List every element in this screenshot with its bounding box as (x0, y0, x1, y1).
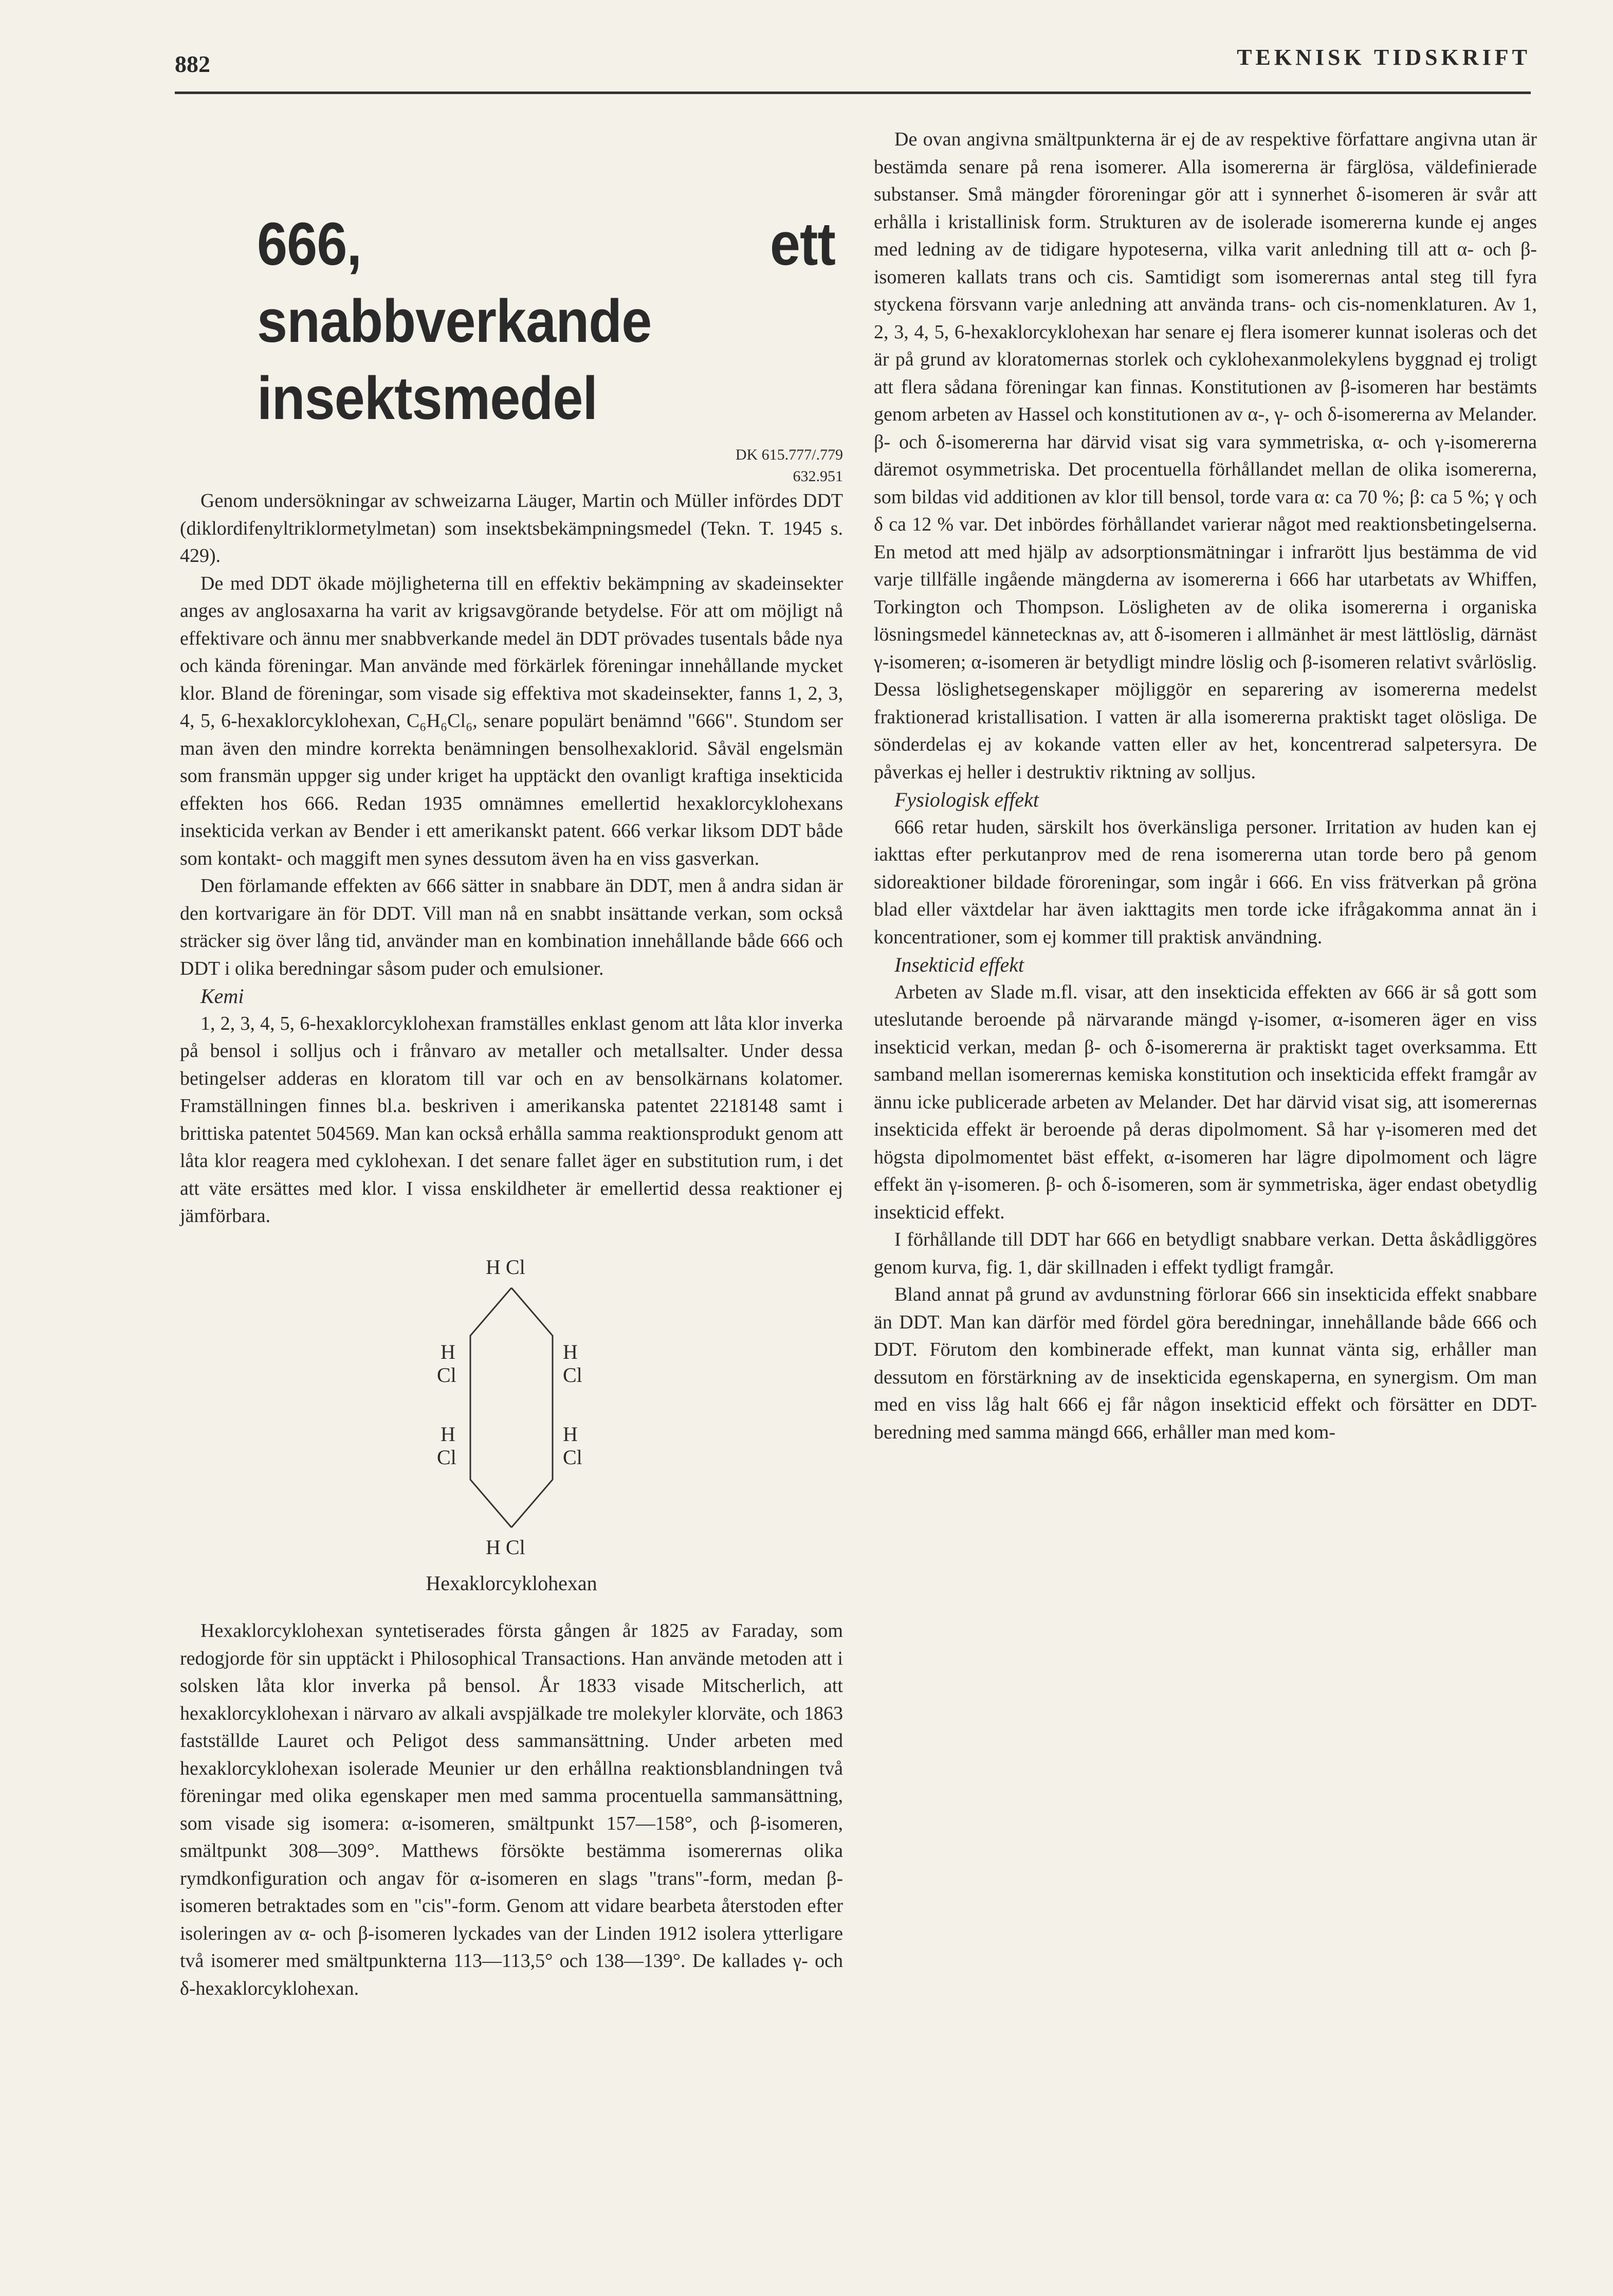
title-line-1: 666, ett snabbverkande (257, 210, 835, 355)
formula-bottom-hcl: H Cl (486, 1535, 525, 1559)
formula-h-right-upper: H (563, 1340, 578, 1363)
formula-cl-right-upper: Cl (563, 1363, 582, 1387)
formula-cl-left-lower: Cl (437, 1445, 456, 1469)
formula-h-right-lower: H (563, 1422, 578, 1446)
left-column (180, 126, 843, 2002)
hexagon-ring (332, 1246, 691, 1564)
article-title (257, 206, 835, 437)
title-line-2: insektsmedel (257, 365, 598, 432)
intro-paragraph-2: De med DDT ökade möjligheterna till en effektiv bekämpning av skadeinsekter anges av anglosaxarna ha varit av krigsavgörande betydelse. För att om möjligt nå effektivare och ännu mer snabbverkande medel än DDT prövades tusentals både nya och kända föreningar. Man använde med förkärlek föreningar innehållande mycket klor. Bland de föreningar, som visade sig effektiva mot skadeinsekter, fanns 1, 2, 3, 4, 5, 6-hexaklorcyklohexan, C₆H₆Cl₆, senare populärt benämnd "666". Stundom ser man även den mindre korrekta benämningen bensolhexaklorid. Såväl engelsmän som fransmän uppger sig under kriget ha upptäckt den ovanligt kraftiga insekticida effekten hos 666. Redan 1935 omnämnes emellertid hexaklorcyklohexans insekticida verkan av Bender i ett amerikanskt patent. 666 verkar liksom DDT både som kontakt- och maggift men synes dessutom även ha en viss gasverkan. (180, 572, 843, 869)
section-heading-fysiologisk: Fysiologisk effekt (894, 788, 1039, 811)
header-rule (175, 92, 1531, 94)
page-number: 882 (175, 51, 210, 77)
dk-classification (180, 444, 843, 487)
insekticid-paragraph-1: Arbeten av Slade m.fl. visar, att den insekticida effekten av 666 är så gott som uteslutande beroende på närvarande mängd γ-isomer, α-isomeren äger en viss insekticid verkan, medan β- och δ-isomererna är praktiskt taget overksamma. Ett samband mellan isomerernas kemiska konstitution och insekticida effekt framgår av ännu icke publicerade arbeten av Melander. Det har därvid visat sig, att isomerernas insekticida effekt är beroende på deras dipolmoment. Så har γ-isomeren med det högsta dipolmomentet bäst effekt, α-isomeren har lägre dipolmoment och lägre effekt än γ-isomeren. β- och δ-isomeren, som är symmetriska, äger endast obetydlig insekticid effekt. (874, 981, 1537, 1223)
section-heading-kemi: Kemi (200, 985, 244, 1008)
section-heading-insekticid: Insekticid effekt (894, 953, 1024, 976)
intro-paragraph-1: Genom undersökningar av schweizarna Läuger, Martin och Müller infördes DDT (diklordifenyltriklormetylmetan) som insektsbekämpningsmedel (Tekn. T. 1945 s. 429). (180, 490, 843, 567)
journal-title: TEKNISK TIDSKRIFT (1237, 45, 1531, 70)
formula-h-left-lower: H (441, 1422, 455, 1446)
ring-right-edge (511, 1288, 553, 1527)
isomer-paragraph: De ovan angivna smältpunkterna är ej de av respektive författare angivna utan är bestämda senare på rena isomerer. Alla isomererna är färglösa, väldefinierade substanser. Små mängder föroreningar gör att i synnerhet δ-isomeren är svår att erhålla i kristallinisk form. Strukturen av de isolerade isomererna kunde ej anges med ledning av de tidigare hypoteserna, vilka varit anledning till att α- och β-isomeren kallats trans och cis. Samtidigt som isomerernas antal steg till fyra styckena försvann varje anledning att använda trans- och cis-nomenklaturen. Av 1, 2, 3, 4, 5, 6-hexaklorcyklohexan har senare ej flera isomerer kunnat isoleras och det är på grund av kloratomernas storlek och cyklohexanmolekylens byggnad ej troligt att flera sådana föreningar kan finnas. Konstitutionen av β-isomeren har bestämts genom arbeten av Hassel och konstitutionen av α-, γ- och δ-isomererna av Melander. β- och δ-isomererna har därvid visat sig vara symmetriska, α- och γ-isomererna däremot osymmetriska. Det procentuella förhållandet mellan de olika isomererna, som bildas vid additionen av klor till bensol, torde vara α: ca 70 %; β: ca 5 %; γ och δ ca 12 % var. Det inbördes förhållandet varierar något med reaktionsbetingelserna. En metod att med hjälp av adsorptionsmätningar i infrarött ljus bestämma de vid varje tillfälle ingående mängderna av isomererna i 666 har utarbetats av Whiffen, Torkington och Thompson. Lösligheten av de olika isomererna i organiska lösningsmedel kännetecknas av, att δ-isomeren i allmänhet är mest lättlöslig, därnäst γ-isomeren; α-isomeren är betydligt mindre löslig och β-isomeren relativt svårlöslig. Dessa löslighetsegenskaper möjliggör en separering av isomererna medelst fraktionerad kristallisation. I vatten är alla isomererna praktiskt taget olösliga. De sönderdelas ej av kokande vatten eller av het, koncentrerad salpetersyra. De påverkas ej heller i destruktiv riktning av solljus. (874, 129, 1537, 783)
right-column (874, 126, 1537, 1446)
dk-line-2: 632.951 (793, 468, 843, 485)
formula-h-left-upper: H (441, 1340, 455, 1363)
structural-formula (332, 1246, 691, 1564)
formula-caption: Hexaklorcyklohexan (426, 1571, 597, 1595)
insekticid-paragraph-3: Bland annat på grund av avdunstning förlorar 666 sin insekticida effekt snabbare än DDT. Man kan därför med fördel göra beredningar, innehållande både 666 och DDT. Förutom den kombinerade effekt, man kunnat vänta sig, erhåller man dessutom en förstärkning av de insekticida egenskaperna, en synergism. Om man med en viss låg halt 666 ej får någon insekticid effekt och försätter en DDT-beredning med samma mängd 666, erhåller man med kom- (874, 1284, 1537, 1443)
ring-left-edge (470, 1288, 511, 1527)
kemi-paragraph: 1, 2, 3, 4, 5, 6-hexaklorcyklohexan framställes enklast genom att låta klor inverka på bensol i solljus och i frånvaro av metaller och metallsalter. Under dessa betingelser adderas en kloratom till var och en av bensolkärnans kolatomer. Framställningen finnes bl.a. beskriven i amerikanska patentet 2218148 samt i brittiska patentet 504569. Man kan också erhålla samma reaktionsprodukt genom att låta klor reagera med cyklohexan. I det senare fallet äger en substitution rum, i det att väte ersättes med klor. I vissa enskildheter är emellertid dessa reaktioner ej jämförbara. (180, 1012, 843, 1227)
fysiologisk-paragraph: 666 retar huden, särskilt hos överkänsliga personer. Irritation av huden kan ej iakttas efter perkutanprov med de rena isomererna utan torde bero på genom sidoreaktioner bildade föroreningar, som ingår i 666. En viss frätverkan på gröna blad eller växtdelar har även iakttagits men torde icke ifrågakomma annat än i koncentrationer, som ej kommer till praktisk användning. (874, 816, 1537, 948)
formula-top-hcl: H Cl (486, 1255, 525, 1279)
formula-cl-left-upper: Cl (437, 1363, 456, 1387)
insekticid-paragraph-2: I förhållande till DDT har 666 en betydligt snabbare verkan. Detta åskådliggöres genom kurva, fig. 1, där skillnaden i effekt tydligt framgår. (874, 1229, 1537, 1278)
intro-paragraph-3: Den förlamande effekten av 666 sätter in snabbare än DDT, men å andra sidan är den kortvarigare än för DDT. Vill man nå en snabbt insättande verkan, som också sträcker sig över lång tid, använder man en kombination innehållande både 666 och DDT i olika beredningar såsom puder och emulsioner. (180, 875, 843, 979)
formula-cl-right-lower: Cl (563, 1445, 582, 1469)
history-paragraph: Hexaklorcyklohexan syntetiserades första gången år 1825 av Faraday, som redogjorde för sin upptäckt i Philosophical Transactions. Han använde metoden att i solsken låta klor inverka på bensol. År 1833 visade Mitscherlich, att hexaklorcyklohexan i närvaro av alkali avspjälkade tre molekyler klorväte, och 1863 fastställde Lauret och Peligot dess sammansättning. Under arbeten med hexaklorcyklohexan isolerade Meunier ur den erhållna reaktionsblandningen två föreningar med olika egenskaper men med samma procentuella sammansättning, som visade sig isomera: α-isomeren, smältpunkt 157—158°, och β-isomeren, smältpunkt 308—309°. Matthews försökte bestämma isomerernas olika rymdkonfiguration och angav för α-isomeren en slags "trans"-form, medan β-isomeren betraktades som en "cis"-form. Genom att vidare bearbeta återstoden efter isoleringen av α- och β-isomeren lyckades van der Linden 1912 isolera ytterligare två isomerer med smältpunkterna 113—113,5° och 138—139°. De kallades γ- och δ-hexaklorcyklohexan. (180, 1620, 843, 1999)
dk-line-1: DK 615.777/.779 (735, 446, 843, 463)
